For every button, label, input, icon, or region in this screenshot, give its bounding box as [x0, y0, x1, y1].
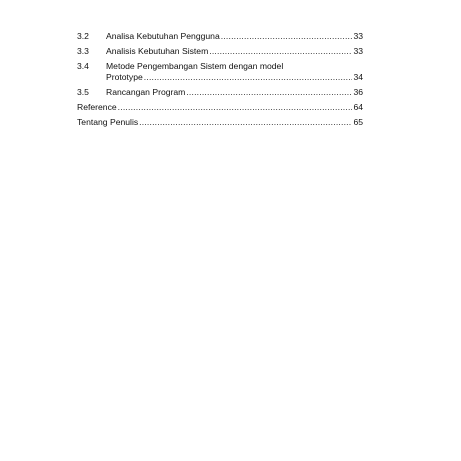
toc-entry-number: 3.4 [77, 61, 89, 71]
toc-entry-page: 64 [353, 102, 363, 112]
toc-entry-number: 3.2 [77, 31, 89, 41]
toc-entry-page: 33 [353, 31, 363, 41]
dot-leader [144, 72, 353, 83]
toc-entry-reference[interactable] [77, 102, 363, 113]
dot-leader [118, 102, 353, 113]
dot-leader [186, 87, 352, 98]
table-of-contents [77, 31, 363, 132]
toc-entry-page: 36 [353, 87, 363, 97]
dot-leader [209, 46, 352, 57]
toc-entry-title-line1: Metode Pengembangan Sistem dengan model [106, 61, 284, 71]
toc-entry-title: Analisa Kebutuhan Pengguna [106, 31, 220, 41]
toc-entry-title: Analisis Kebutuhan Sistem [106, 46, 209, 56]
toc-entry-title: Rancangan Program [106, 87, 186, 97]
toc-entry-page: 33 [353, 46, 363, 56]
toc-entry-3-3[interactable] [77, 46, 363, 57]
toc-entry-page: 65 [353, 117, 363, 127]
toc-entry-page: 34 [353, 72, 363, 82]
toc-entry-title: Reference [77, 102, 117, 112]
dot-leader [221, 31, 353, 42]
toc-entry-tentang-penulis[interactable] [77, 117, 363, 128]
toc-entry-3-5[interactable] [77, 87, 363, 98]
toc-entry-number: 3.3 [77, 46, 89, 56]
toc-entry-3-2[interactable] [77, 31, 363, 42]
dot-leader [139, 117, 352, 128]
toc-entry-title: Tentang Penulis [77, 117, 139, 127]
toc-entry-number: 3.5 [77, 87, 89, 97]
toc-entry-3-4[interactable] [77, 61, 363, 83]
toc-entry-title-line2: Prototype [106, 72, 143, 82]
